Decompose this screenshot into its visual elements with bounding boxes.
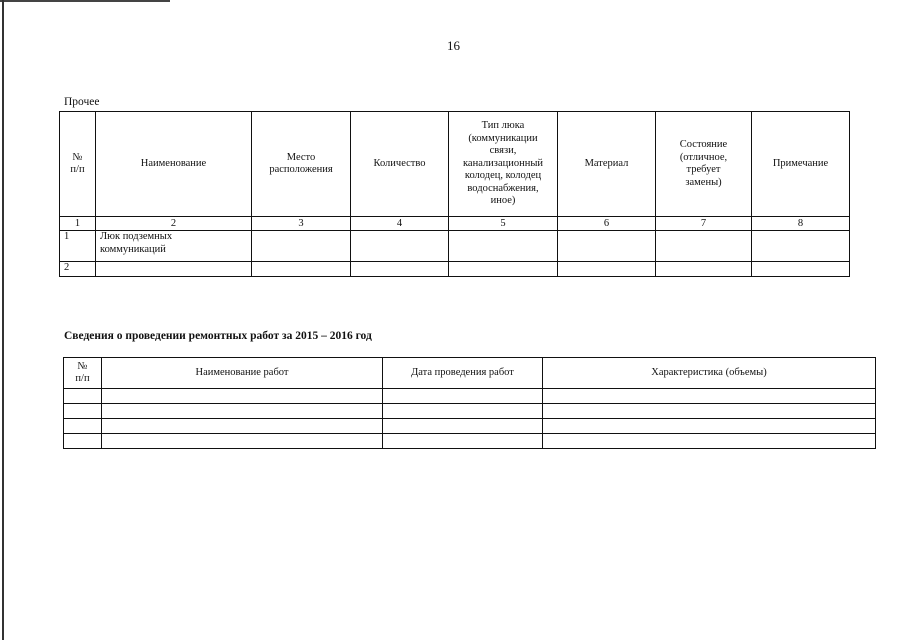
table-cell: 1 — [60, 231, 96, 262]
table-cell — [64, 434, 102, 449]
header-text: Наименование — [140, 157, 207, 169]
scan-edge-top — [0, 0, 170, 2]
header-cell-condition — [656, 112, 752, 217]
table-cell — [543, 419, 876, 434]
table-cell — [102, 419, 383, 434]
table-cell — [383, 389, 543, 404]
header-text: Состояние (отличное, требует замены) — [679, 139, 728, 188]
table-cell — [383, 419, 543, 434]
table-row — [60, 262, 850, 277]
header-cell-number — [60, 112, 96, 217]
table-cell — [351, 231, 449, 262]
table-cell — [64, 389, 102, 404]
table-header-row — [60, 112, 850, 217]
table-cell — [102, 434, 383, 449]
table-cell — [383, 434, 543, 449]
table-row — [60, 231, 850, 262]
header-cell-material — [558, 112, 656, 217]
column-number: 4 — [351, 217, 449, 231]
table-cell — [64, 404, 102, 419]
scan-edge-left — [2, 0, 4, 640]
table-cell — [252, 262, 351, 277]
table-row — [64, 389, 876, 404]
header-text: № п/п — [75, 360, 90, 384]
table-cell — [558, 231, 656, 262]
table-cell — [543, 389, 876, 404]
header-cell-characteristics: Характеристика (объемы) — [543, 358, 876, 389]
table-header-row — [64, 358, 876, 389]
column-number: 8 — [752, 217, 850, 231]
table-cell — [351, 262, 449, 277]
table-cell — [102, 389, 383, 404]
header-cell-note — [752, 112, 850, 217]
header-cell-location — [252, 112, 351, 217]
header-text: Тип люка (коммуникации связи, канализационный колодец, колодец водоснабжения, иное) — [462, 120, 544, 207]
table-cell — [449, 231, 558, 262]
table-cell — [96, 231, 252, 262]
cell-text: Люк подземных коммуникаций — [100, 231, 173, 255]
column-number: 3 — [252, 217, 351, 231]
header-cell-hatch-type — [449, 112, 558, 217]
table-row — [64, 419, 876, 434]
table-cell — [252, 231, 351, 262]
table-cell: 2 — [60, 262, 96, 277]
column-number-row — [60, 217, 850, 231]
header-cell-number — [64, 358, 102, 389]
table-cell — [383, 404, 543, 419]
column-number: 6 — [558, 217, 656, 231]
header-cell-work-date: Дата проведения работ — [383, 358, 543, 389]
table-cell — [656, 262, 752, 277]
table-row — [64, 404, 876, 419]
header-cell-work-name: Наименование работ — [102, 358, 383, 389]
header-text: Количество — [373, 157, 426, 169]
table-cell — [102, 404, 383, 419]
header-text: Место расположения — [269, 151, 333, 175]
table-cell — [558, 262, 656, 277]
table-cell — [543, 434, 876, 449]
table-cell — [656, 231, 752, 262]
other-items-table — [59, 111, 850, 277]
column-number: 1 — [60, 217, 96, 231]
header-text: Материал — [584, 157, 629, 169]
header-text: Примечание — [772, 157, 829, 169]
header-cell-name — [96, 112, 252, 217]
table-cell — [64, 419, 102, 434]
header-text: № п/п — [70, 151, 85, 175]
repairs-table — [63, 357, 876, 449]
section-label-other: Прочее — [64, 96, 100, 108]
table-cell — [752, 231, 850, 262]
header-cell-quantity — [351, 112, 449, 217]
table-cell — [752, 262, 850, 277]
column-number: 5 — [449, 217, 558, 231]
page-number: 16 — [447, 38, 460, 53]
section-title-repairs: Сведения о проведении ремонтных работ за 2015 – 2016 год — [64, 330, 372, 342]
column-number: 7 — [656, 217, 752, 231]
table-row — [64, 434, 876, 449]
table-cell — [543, 404, 876, 419]
table-cell — [449, 262, 558, 277]
table-cell — [96, 262, 252, 277]
column-number: 2 — [96, 217, 252, 231]
